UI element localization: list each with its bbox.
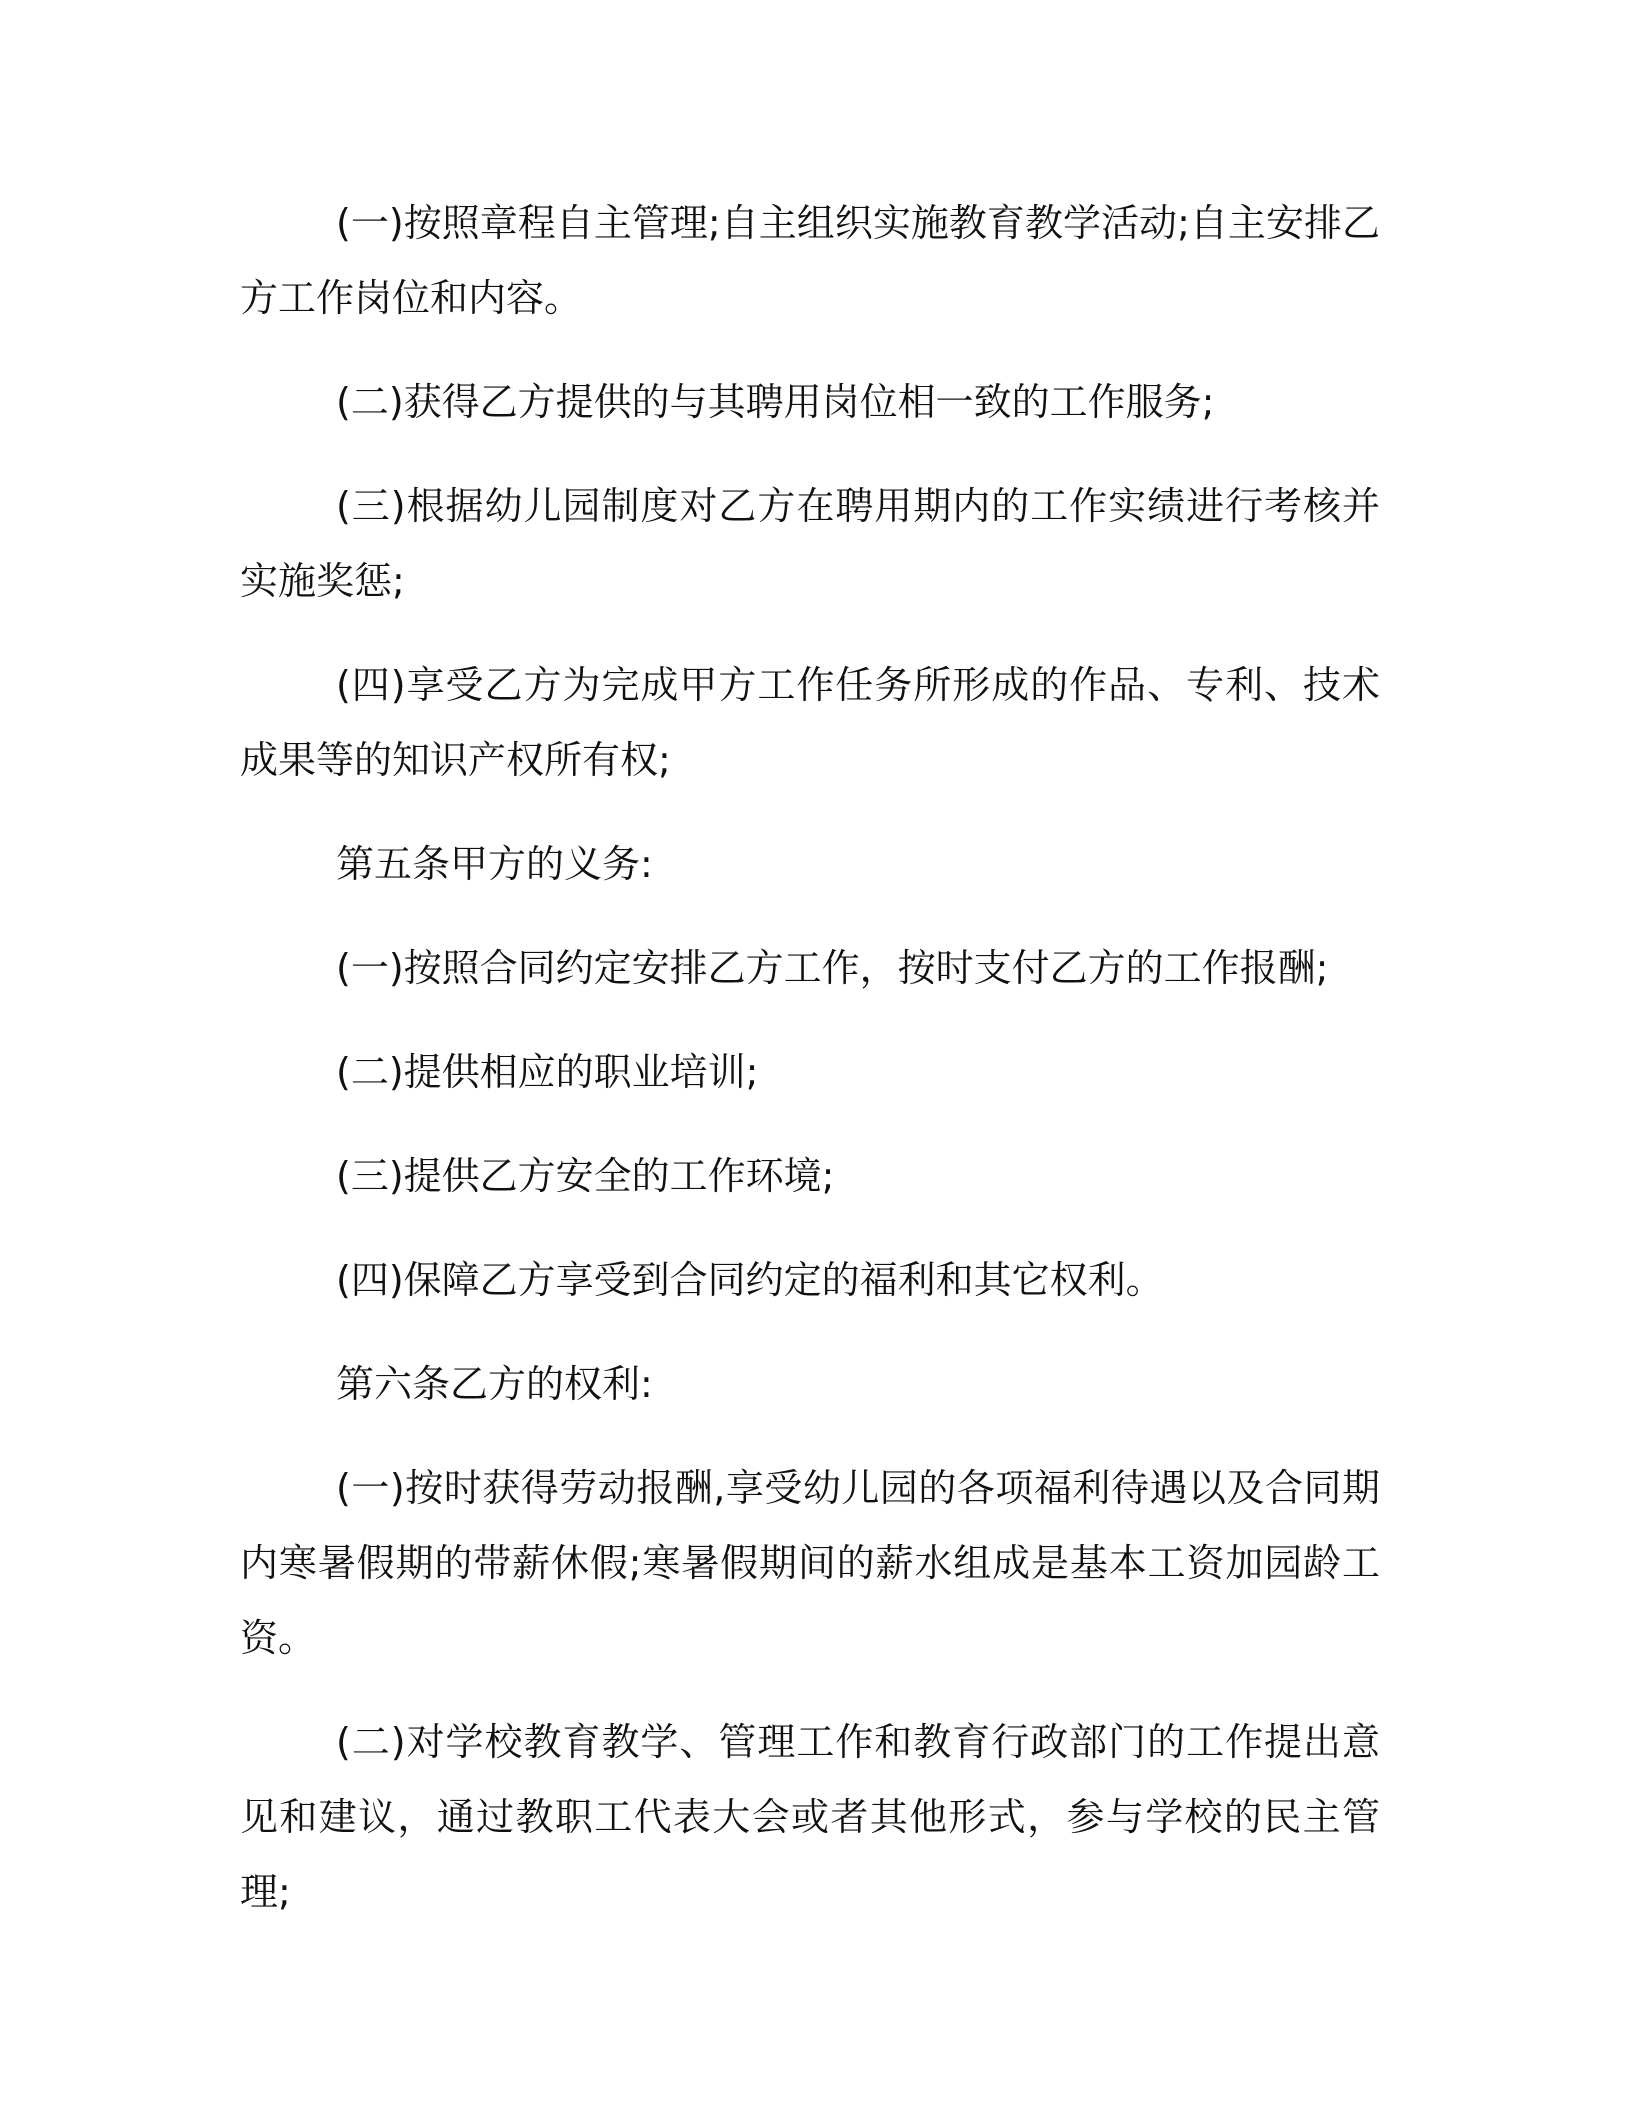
paragraph-party-a-right-3: (三)根据幼儿园制度对乙方在聘用期内的工作实绩进行考核并实施奖惩; (240, 484, 1380, 603)
paragraph-party-b-right-1: (一)按时获得劳动报酬,享受幼儿园的各项福利待遇以及合同期内寒暑假期的带薪休假;寒暑假期间的薪水组成是基本工资加园龄工资。 (240, 1466, 1380, 1660)
heading-article-5: 第五条甲方的义务: (336, 842, 653, 886)
paragraph-party-a-duty-3: (三)提供乙方安全的工作环境; (336, 1154, 835, 1198)
paragraph-party-a-right-2: (二)获得乙方提供的与其聘用岗位相一致的工作服务; (336, 380, 1215, 424)
paragraph-party-a-duty-4: (四)保障乙方享受到合同约定的福利和其它权利。 (336, 1258, 1164, 1302)
paragraph-party-a-right-4: (四)享受乙方为完成甲方工作任务所形成的作品、专利、技术成果等的知识产权所有权; (240, 663, 1380, 782)
paragraph-party-a-right-1: (一)按照章程自主管理;自主组织实施教育教学活动;自主安排乙方工作岗位和内容。 (240, 201, 1380, 320)
paragraph-party-a-duty-2: (二)提供相应的职业培训; (336, 1050, 759, 1094)
document-body (240, 186, 1380, 1959)
paragraph-party-a-duty-1: (一)按照合同约定安排乙方工作，按时支付乙方的工作报酬; (336, 946, 1329, 990)
heading-article-6: 第六条乙方的权利: (336, 1362, 653, 1406)
paragraph-party-b-right-2: (二)对学校教育教学、管理工作和教育行政部门的工作提出意见和建议，通过教职工代表大会或者其他形式，参与学校的民主管理; (240, 1720, 1380, 1914)
